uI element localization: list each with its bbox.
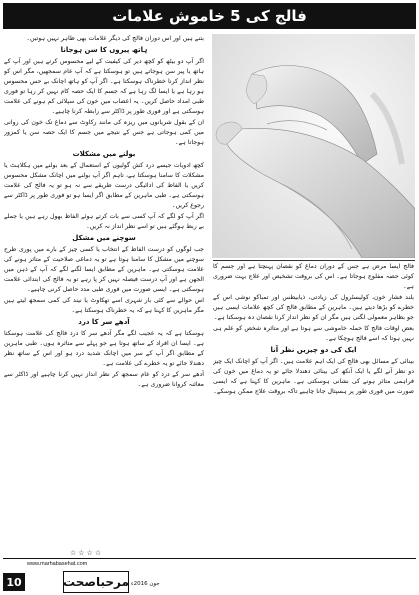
section-heading: سوچنے میں مشکل xyxy=(72,234,136,242)
hand-wrist-illustration xyxy=(212,34,415,258)
paragraph: ہوسکتا ہے کہ یہ عجیب لگے مگر آدھے سر کا درد فالج کی علامت ہوسکتا ہے۔ ایسا ان افراد کے ساتھ ہوتا ہے جو پہلے سے متاثرہ ہوں۔ طبی ماہرین کے مطابق اگر آپ کے سر میں اچانک شدید درد ہو اور اس کے ساتھ نظر دھندلا جائے تو یہ خطرے کی علامت ہے۔ xyxy=(4,330,204,367)
paragraph: فالج ایسا مرض ہے جس کے دوران دماغ کو نقصان پہنچتا ہے اور جسم کا کوئی حصہ مفلوج ہوجاتا ہے۔ اس کی بروقت تشخیص اور علاج بہت ضروری ہے۔ xyxy=(213,263,414,290)
issue-date: جون 2016ء xyxy=(131,581,160,587)
section-heading: ہاتھ پیروں کا سن ہوجانا xyxy=(60,46,148,54)
magazine-logo: مرحباصحت xyxy=(63,571,129,593)
section-heading: بولنے میں مشکلات xyxy=(72,150,136,158)
paragraph: بتنے ہیں اور اس دوران فالج کی دیگر علامات بھی ظاہر نہیں ہوتیں۔ xyxy=(26,35,204,42)
section-end-stars: ☆☆☆☆ xyxy=(70,549,104,557)
divider xyxy=(213,260,415,261)
hand-wrist-photo xyxy=(212,34,415,258)
page-number: 10 xyxy=(3,573,25,591)
footer xyxy=(3,558,416,593)
paragraph: کچھ ادویات جیسے درد کش گولیوں کے استعمال کے بعد بولنے میں ہکلاہٹ یا مشکلات کا سامنا ہوسکتا ہے، تاہم اگر آپ بولنے میں اچانک مشکل محسوس کریں یا الفاظ کی ادائیگی درست طریقے سے نہ ہو تو یہ فالج کی علامت ہوسکتی ہے۔ طبی ماہرین کے مطابق اگر ایسا ہو تو فوری طور پر ڈاکٹر سے رجوع کریں۔ xyxy=(4,162,204,209)
paragraph: اگر آپ دو بیٹھ کو کچھ دیر کی کیفیت کے لیے محسوس کرتے ہیں اور آپ کے ہاتھ یا پیر سن ہوجاتے ہیں تو ہوسکتا ہے کہ آپ عام سمجھیں، مگر اس کو نظر انداز کرنا خطرناک ہوسکتا ہے۔ اگر آپ کو ہاتھ اچانک بے حس محسوس ہو رہا ہے یا ایسا لگ رہا ہے کہ جسم کا ایک حصہ کام نہیں کر رہا تو فوری طبی امداد حاصل کریں۔ یہ اعصاب میں خون کی سپلائی کم ہونے کی علامت ہوسکتی ہے اور فوری طور پر ڈاکٹر سے رابطہ کرنا چاہیے۔ xyxy=(4,58,204,115)
paragraph: اگر آپ کو لگے کہ آپ کسی سے بات کرتے ہوئے الفاظ بھول رہے ہیں یا جملے بے ربط ہوگئے ہیں تو اسے نظر انداز نہ کریں۔ xyxy=(4,213,204,230)
paragraph: آدھے سر کے درد کو عام سمجھ کر نظر انداز نہیں کرنا چاہیے اور ڈاکٹر سے معائنہ کروانا ضروری ہے۔ xyxy=(4,371,204,388)
paragraph: بلند فشار خون، کولیسٹرول کی زیادتی، ذیابیطس اور تمباکو نوشی اس کے خطرے کو بڑھا دیتے ہیں۔ ماہرین کے مطابق فالج کی کچھ علامات ایسی ہیں جو بظاہر معمولی لگتی ہیں مگر ان کو نظر انداز کرنا نقصان دہ ہوسکتا ہے۔ xyxy=(213,294,414,321)
paragraph: ان کے بقول شریانوں میں ریزہ کی مانند رکاوٹ سے دماغ تک خون کی روانی میں کمی ہوجاتی ہے جس کے نتیجے میں جسم کا ایک حصہ سن یا کمزور ہوجاتا ہے۔ xyxy=(4,119,204,146)
section-heading: آدھے سر کا درد xyxy=(78,318,130,326)
paragraph: اس حوالے سے کئی بار شہری اسے تھکاوٹ یا نیند کی کمی سمجھ لیتے ہیں مگر ماہرین کا کہنا ہے کہ یہ خطرناک ہوسکتا ہے۔ xyxy=(4,297,204,314)
page-title: فالج کی 5 خاموش علامات xyxy=(112,7,307,25)
title-bar xyxy=(3,3,416,29)
paragraph: بعض اوقات فالج کا حملہ خاموشی سے ہوتا ہے اور متاثرہ شخص کو علم ہی نہیں ہوتا کہ اسے فالج ہوچکا ہے۔ xyxy=(213,325,414,342)
left-column xyxy=(4,34,204,544)
paragraph: جب لوگوں کو درست الفاظ کے انتخاب یا کسی چیز کے بارے میں پوری طرح سوچنے میں مشکل کا سامنا ہوتا ہے تو یہ دماغی صلاحیت کے متاثر ہونے کی علامت ہوسکتی ہے۔ ماہرین کے مطابق ایسا لگنے لگے کہ آپ کے ذہن میں الجھن ہے اور آپ درست فیصلہ نہیں کر پا رہے تو یہ فالج کی ابتدائی علامت ہوسکتی ہے۔ ایسی صورت میں فوری طبی مدد حاصل کرنی چاہیے۔ xyxy=(4,246,204,293)
paragraph: بینائی کے مسائل بھی فالج کی ایک اہم علامت ہیں۔ اگر آپ کو اچانک ایک چیز دو نظر آنے لگے یا ایک آنکھ کی بینائی دھندلا جائے تو یہ دماغ میں خون کی فراہمی متاثر ہونے کی نشانی ہوسکتی ہے۔ ماہرین کا کہنا ہے کہ ایسی صورت میں فوری طور پر ہسپتال جانا چاہیے تاکہ بروقت علاج ممکن ہوسکے۔ xyxy=(213,358,414,395)
section-heading: ایک کی دو چیزیں نظر آنا xyxy=(270,346,357,354)
website-link[interactable]: www.marhabasehat.com xyxy=(27,561,88,567)
right-column xyxy=(213,262,414,542)
